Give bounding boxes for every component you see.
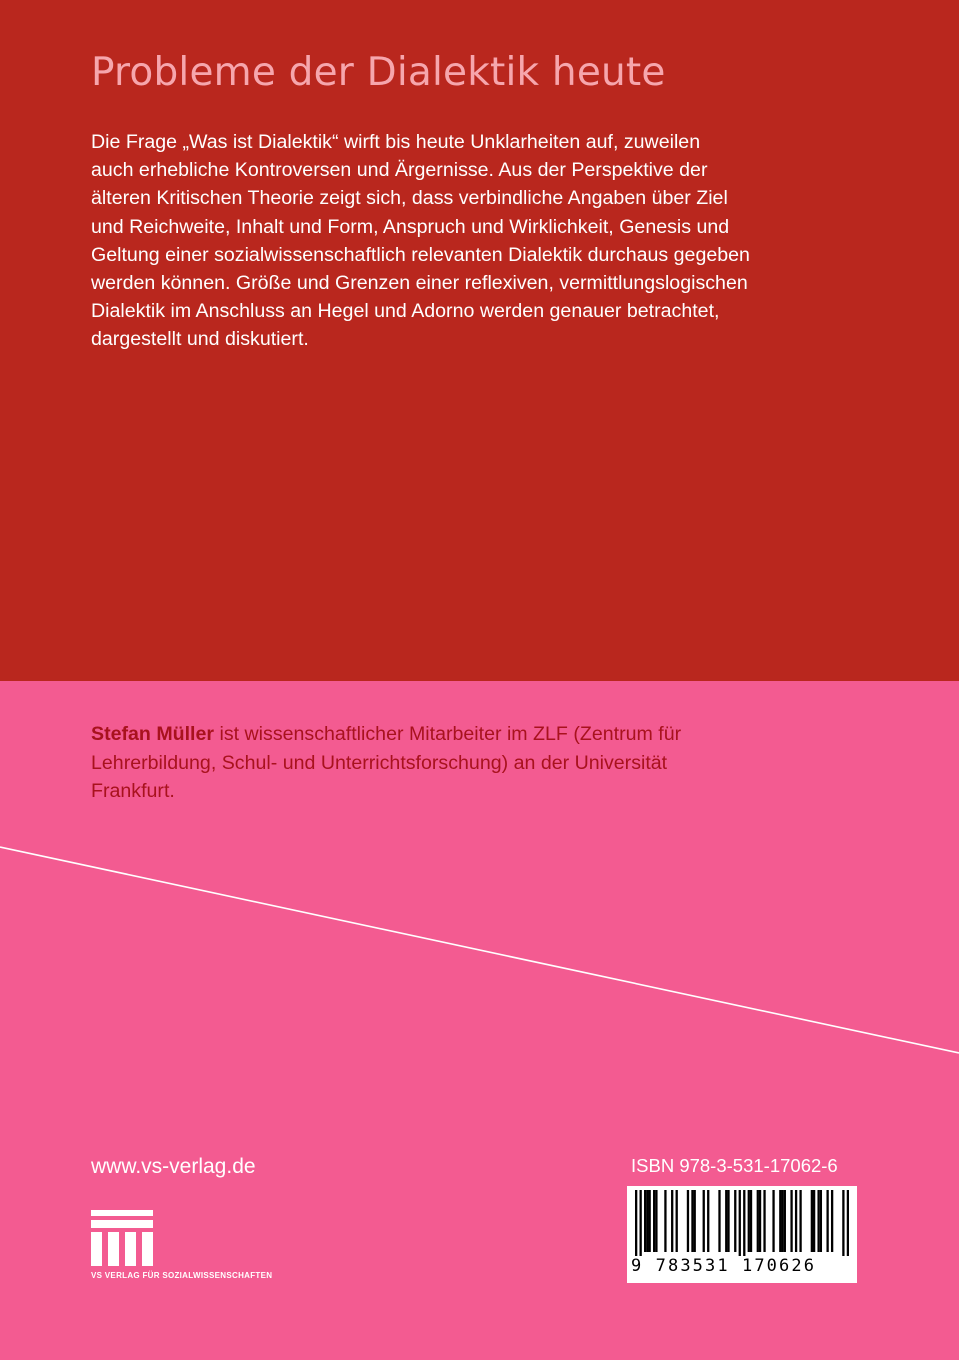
barcode-bar — [644, 1190, 646, 1252]
barcode-bar — [653, 1190, 655, 1252]
author-bio-text: ist wissenschaftlicher Mitarbeiter im ZLF (Zentrum für — [214, 723, 682, 745]
barcode-bar — [725, 1190, 727, 1252]
isbn-number: ISBN 978-3-531-17062-6 — [631, 1155, 838, 1176]
barcode-bar — [817, 1190, 819, 1252]
book-title: Probleme der Dialektik heute — [91, 50, 666, 95]
barcode-bar — [757, 1190, 759, 1252]
barcode-bar — [739, 1190, 741, 1256]
description-line: dargestellt und diskutiert. — [91, 328, 309, 351]
barcode-bar — [676, 1190, 678, 1252]
barcode-bar — [691, 1190, 693, 1252]
barcode-bar — [799, 1190, 801, 1252]
barcode-bar — [635, 1190, 637, 1256]
description-line: Geltung einer sozialwissenschaftlich relevanten Dialektik durchaus gegeben — [91, 243, 750, 266]
author-bio-line: Frankfurt. — [91, 780, 175, 802]
barcode-bar — [790, 1190, 792, 1252]
publisher-name: VS VERLAG FÜR SOZIALWISSENSCHAFTEN — [91, 1271, 273, 1280]
publisher-website: www.vs-verlag.de — [91, 1155, 256, 1178]
barcode-bar — [826, 1190, 828, 1252]
description-line: Dialektik im Anschluss an Hegel und Adorno werden genauer betrachtet, — [91, 300, 720, 323]
barcode-bar — [703, 1190, 705, 1252]
description-line: werden können. Größe und Grenzen einer reflexiven, vermittlungslogischen — [91, 272, 748, 295]
description-line: älteren Kritischen Theorie zeigt sich, dass verbindliche Angaben über Ziel — [91, 187, 728, 210]
barcode-bars — [635, 1190, 849, 1256]
barcode-bar — [820, 1190, 822, 1252]
barcode-bar — [795, 1190, 797, 1252]
book-description — [91, 128, 871, 354]
barcode-bar — [759, 1190, 761, 1252]
description-line: auch erhebliche Kontroversen und Ärgernisse. Aus der Perspektive der — [91, 159, 708, 182]
barcode — [627, 1186, 857, 1283]
author-bio — [91, 720, 881, 806]
barcode-bar — [763, 1190, 765, 1252]
barcode-bar — [811, 1190, 813, 1252]
barcode-bar — [649, 1190, 651, 1252]
barcode-bar — [779, 1190, 781, 1252]
barcode-bar — [687, 1190, 689, 1252]
author-bio-line: Lehrerbildung, Schul- und Unterrichtsforschung) an der Universität — [91, 751, 668, 774]
barcode-bar — [646, 1190, 648, 1252]
barcode-bar — [842, 1190, 844, 1256]
barcode-bar — [640, 1190, 642, 1256]
barcode-bar — [781, 1190, 783, 1252]
barcode-bar — [847, 1190, 849, 1256]
barcode-bar — [718, 1190, 720, 1252]
barcode-bar — [655, 1190, 657, 1252]
author-bio-line — [91, 720, 881, 749]
vs-logo-icon — [91, 1210, 153, 1266]
barcode-bar — [707, 1190, 709, 1252]
barcode-bar — [727, 1190, 729, 1252]
barcode-bar — [748, 1190, 750, 1252]
barcode-bar — [664, 1190, 666, 1252]
barcode-bar — [784, 1190, 786, 1252]
description-line: und Reichweite, Inhalt und Form, Anspruch und Wirklichkeit, Genesis und — [91, 215, 730, 238]
barcode-bar — [831, 1190, 833, 1252]
barcode-bar — [671, 1190, 673, 1252]
barcode-bar — [750, 1190, 752, 1252]
barcode-bar — [743, 1190, 745, 1256]
author-name: Stefan Müller — [91, 723, 215, 745]
barcode-bar — [813, 1190, 815, 1252]
description-line: Die Frage „Was ist Dialektik“ wirft bis heute Unklarheiten auf, zuweilen — [91, 131, 701, 153]
barcode-bar — [694, 1190, 696, 1252]
barcode-bar — [734, 1190, 736, 1252]
barcode-bar — [772, 1190, 774, 1252]
barcode-digits: 9 783531 170626 — [631, 1256, 817, 1276]
